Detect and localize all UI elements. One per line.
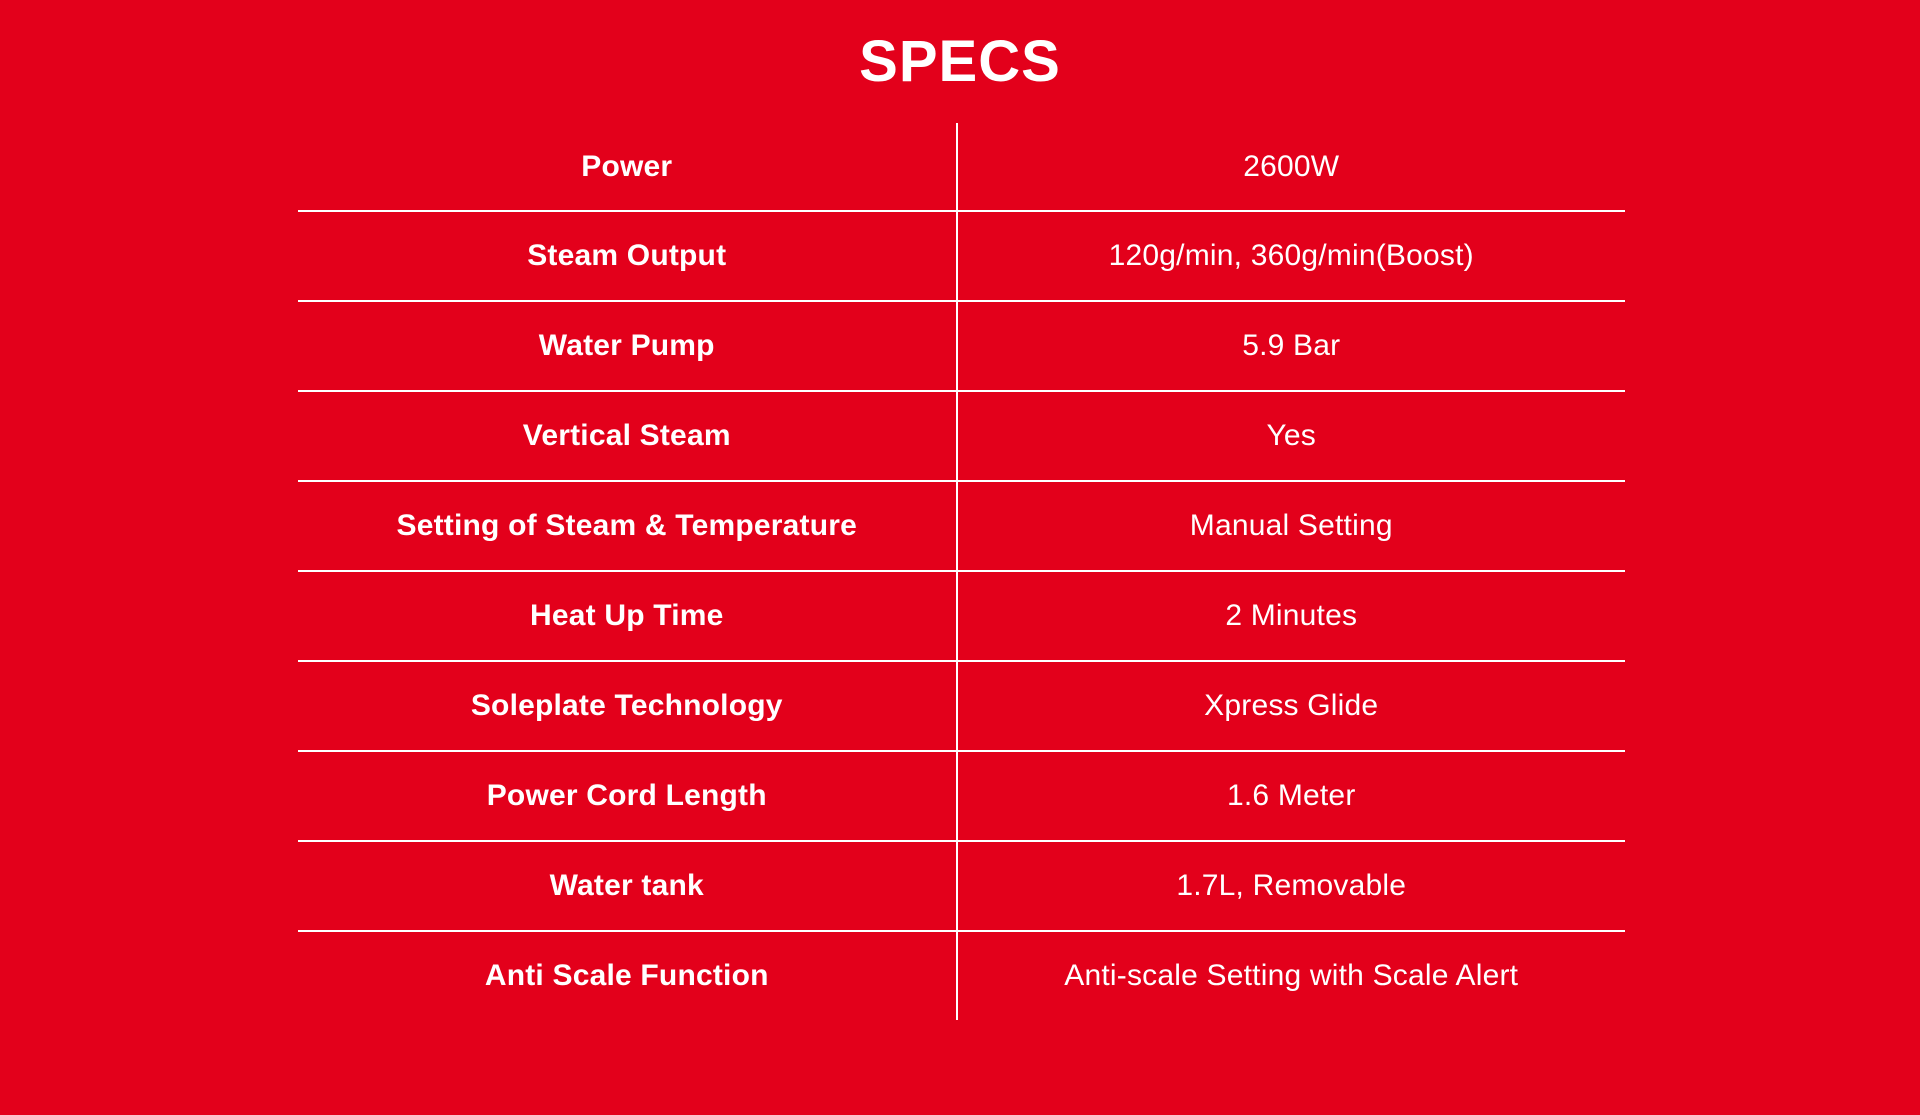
spec-value: 1.7L, Removable: [957, 841, 1627, 931]
specs-table-body: [297, 121, 1627, 1021]
spec-value: 120g/min, 360g/min(Boost): [957, 211, 1627, 301]
spec-value: Anti-scale Setting with Scale Alert: [957, 931, 1627, 1021]
table-row: [297, 661, 1627, 751]
table-row: [297, 841, 1627, 931]
specs-table-container: [295, 120, 1625, 1023]
spec-label: Power Cord Length: [297, 751, 957, 841]
spec-label: Setting of Steam & Temperature: [297, 481, 957, 571]
table-row: [297, 931, 1627, 1021]
spec-label: Steam Output: [297, 211, 957, 301]
table-row: [297, 751, 1627, 841]
spec-label: Anti Scale Function: [297, 931, 957, 1021]
table-row: [297, 211, 1627, 301]
table-row: [297, 571, 1627, 661]
table-row: [297, 301, 1627, 391]
table-row: [297, 391, 1627, 481]
spec-value: Xpress Glide: [957, 661, 1627, 751]
spec-value: 2600W: [957, 121, 1627, 211]
spec-value: 5.9 Bar: [957, 301, 1627, 391]
spec-label: Water Pump: [297, 301, 957, 391]
spec-label: Power: [297, 121, 957, 211]
spec-label: Soleplate Technology: [297, 661, 957, 751]
spec-value: 2 Minutes: [957, 571, 1627, 661]
spec-label: Water tank: [297, 841, 957, 931]
spec-label: Heat Up Time: [297, 571, 957, 661]
specs-table: [295, 120, 1628, 1023]
table-row: [297, 121, 1627, 211]
spec-value: Manual Setting: [957, 481, 1627, 571]
spec-label: Vertical Steam: [297, 391, 957, 481]
spec-value: Yes: [957, 391, 1627, 481]
spec-value: 1.6 Meter: [957, 751, 1627, 841]
table-row: [297, 481, 1627, 571]
page-title: SPECS: [859, 29, 1061, 94]
